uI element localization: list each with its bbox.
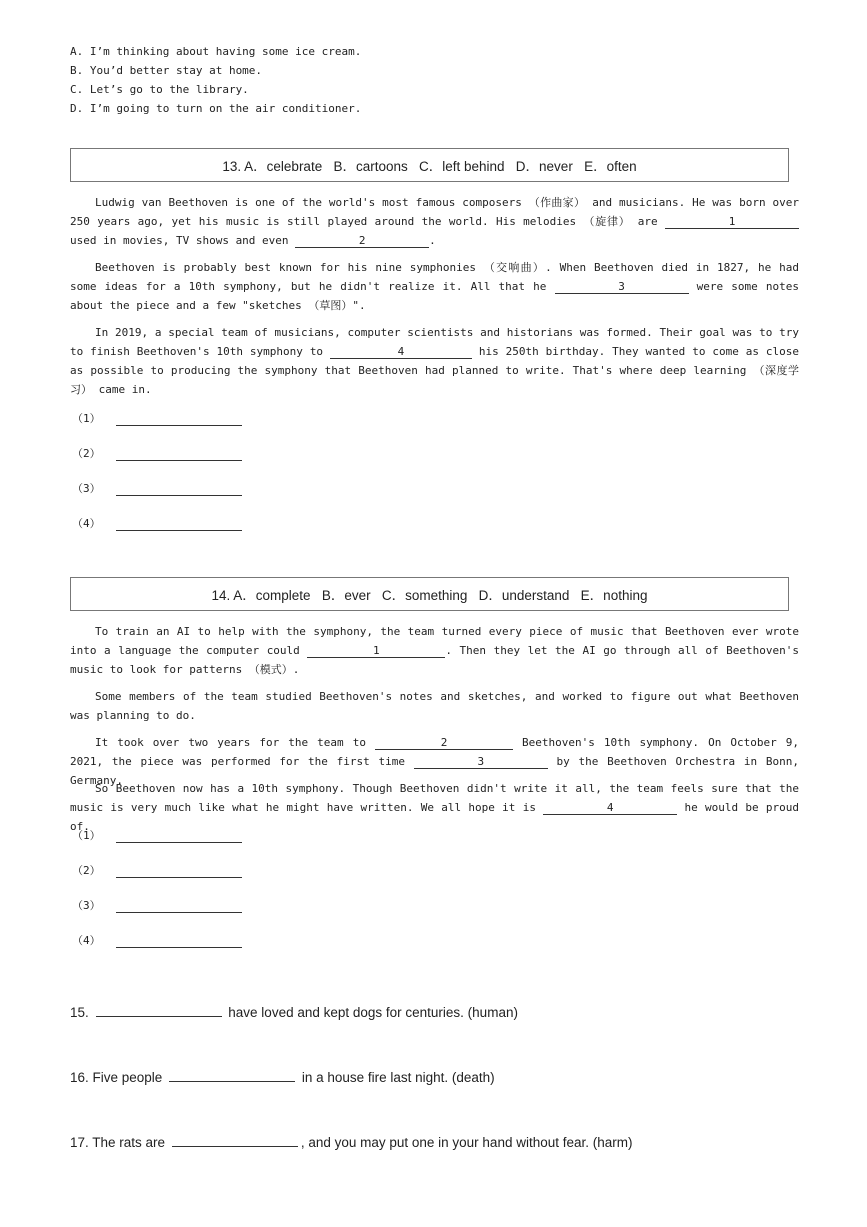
answer-line[interactable]	[116, 830, 242, 843]
answer-line[interactable]	[116, 448, 242, 461]
q13-paragraph-3	[70, 323, 799, 399]
question-12-options	[70, 42, 361, 118]
answer-line[interactable]	[116, 483, 242, 496]
q14-blank-1[interactable]: 1	[307, 644, 445, 658]
answer-line[interactable]	[116, 518, 242, 531]
q13-paragraph-2	[70, 258, 799, 315]
q17-blank[interactable]	[172, 1133, 298, 1147]
q15-blank[interactable]	[96, 1003, 222, 1017]
q14-blank-4[interactable]: 4	[543, 801, 677, 815]
q14-blank-2[interactable]: 2	[375, 736, 513, 750]
question-16	[70, 1068, 495, 1085]
q13-p3-text-b: his 250th birthday. They wanted to come as close as possible to producing the symphony that Beethoven had planned to write. That's where deep learning （深度学习） came in.	[70, 345, 799, 396]
q14-p1-text-b: . Then they let the AI go through all of Beethoven's music to look for patterns （模式）.	[70, 644, 799, 676]
q13-answer-1	[72, 410, 242, 426]
q16-text-b: in a house fire last night. (death)	[298, 1070, 495, 1085]
answer-label: （2）	[72, 864, 101, 877]
answer-line[interactable]	[116, 865, 242, 878]
q15-text-b: have loved and kept dogs for centuries. (human)	[224, 1005, 518, 1020]
q17-text-b: , and you may put one in your hand without fear. (harm)	[300, 1135, 633, 1150]
q14-word-box-text: 14. A．complete B．ever C．something D．understand E．nothing	[211, 588, 648, 603]
q13-word-box	[70, 148, 789, 182]
q14-p3-text-b: Beethoven's 10th symphony. On October 9, 2021, the piece was performed for the first time	[70, 736, 799, 768]
answer-line[interactable]	[116, 900, 242, 913]
q17-text-a: 17. The rats are	[70, 1135, 169, 1150]
answer-label: （1）	[72, 412, 101, 425]
option-c: C. Let’s go to the library.	[70, 83, 249, 96]
q13-answer-4	[72, 515, 242, 531]
q14-word-box	[70, 577, 789, 611]
answer-line[interactable]	[116, 413, 242, 426]
answer-label: （4）	[72, 934, 101, 947]
q15-text-a: 15.	[70, 1005, 93, 1020]
q13-paragraph-1	[70, 193, 799, 250]
answer-label: （3）	[72, 899, 101, 912]
q14-blank-3[interactable]: 3	[414, 755, 548, 769]
q13-word-box-text: 13. A．celebrate B．cartoons C．left behind D．never E．often	[222, 159, 637, 174]
option-d: D. I’m going to turn on the air conditioner.	[70, 102, 362, 115]
q14-paragraph-2	[70, 687, 799, 725]
q13-p3-text-a: In 2019, a special team of musicians, computer scientists and historians was formed. Their goal was to try to finish Beethoven's 10th symphony to	[70, 326, 799, 358]
option-b: B. You’d better stay at home.	[70, 64, 263, 77]
q14-answer-4	[72, 932, 242, 948]
q13-blank-4[interactable]: 4	[330, 345, 472, 359]
q14-answer-1	[72, 827, 242, 843]
answer-label: （3）	[72, 482, 101, 495]
question-15	[70, 1003, 518, 1020]
q13-p1-text-a: Ludwig van Beethoven is one of the world's most famous composers （作曲家） and musicians. He was born over 250 years ago, yet his music is still played around the world. His melodies （旋律） are	[70, 196, 799, 228]
q14-p2-text: Some members of the team studied Beethoven's notes and sketches, and worked to figure out what Beethoven was planning to do.	[70, 690, 799, 722]
q14-p4-text-b: he would be proud of.	[70, 801, 799, 833]
answer-label: （4）	[72, 517, 101, 530]
q16-blank[interactable]	[169, 1068, 295, 1082]
q14-answer-2	[72, 862, 242, 878]
q16-text-a: 16. Five people	[70, 1070, 167, 1085]
answer-label: （1）	[72, 829, 101, 842]
q14-p4-text-a: So Beethoven now has a 10th symphony. Though Beethoven didn't write it all, the team feels sure that the music is very much like what he might have written. We all hope it is	[70, 782, 799, 814]
q14-p3-text-a: It took over two years for the team to	[95, 736, 375, 749]
q14-p3-text-c: by the Beethoven Orchestra in Bonn, Germany.	[70, 755, 799, 787]
q13-answer-3	[72, 480, 242, 496]
option-a: A. I’m thinking about having some ice cream.	[70, 45, 362, 58]
q14-paragraph-1	[70, 622, 799, 679]
answer-line[interactable]	[116, 935, 242, 948]
q13-blank-2[interactable]: 2	[295, 234, 429, 248]
q13-answer-2	[72, 445, 242, 461]
q14-p1-text-a: To train an AI to help with the symphony, the team turned every piece of music that Beethoven ever wrote into a language the computer could	[70, 625, 799, 657]
q14-answer-3	[72, 897, 242, 913]
q13-blank-3[interactable]: 3	[555, 280, 689, 294]
q13-p1-text-c: .	[429, 234, 436, 247]
answer-label: （2）	[72, 447, 101, 460]
q13-p2-text-b: were some notes about the piece and a few "sketches （草图）".	[70, 280, 799, 312]
q13-blank-1[interactable]: 1	[665, 215, 799, 229]
q13-p1-text-b: used in movies, TV shows and even	[70, 234, 296, 247]
question-17	[70, 1133, 633, 1150]
q13-p2-text-a: Beethoven is probably best known for his nine symphonies （交响曲）. When Beethoven died in 1827, he had some ideas for a 10th symphony, but he didn't realize it. All that he	[70, 261, 799, 293]
